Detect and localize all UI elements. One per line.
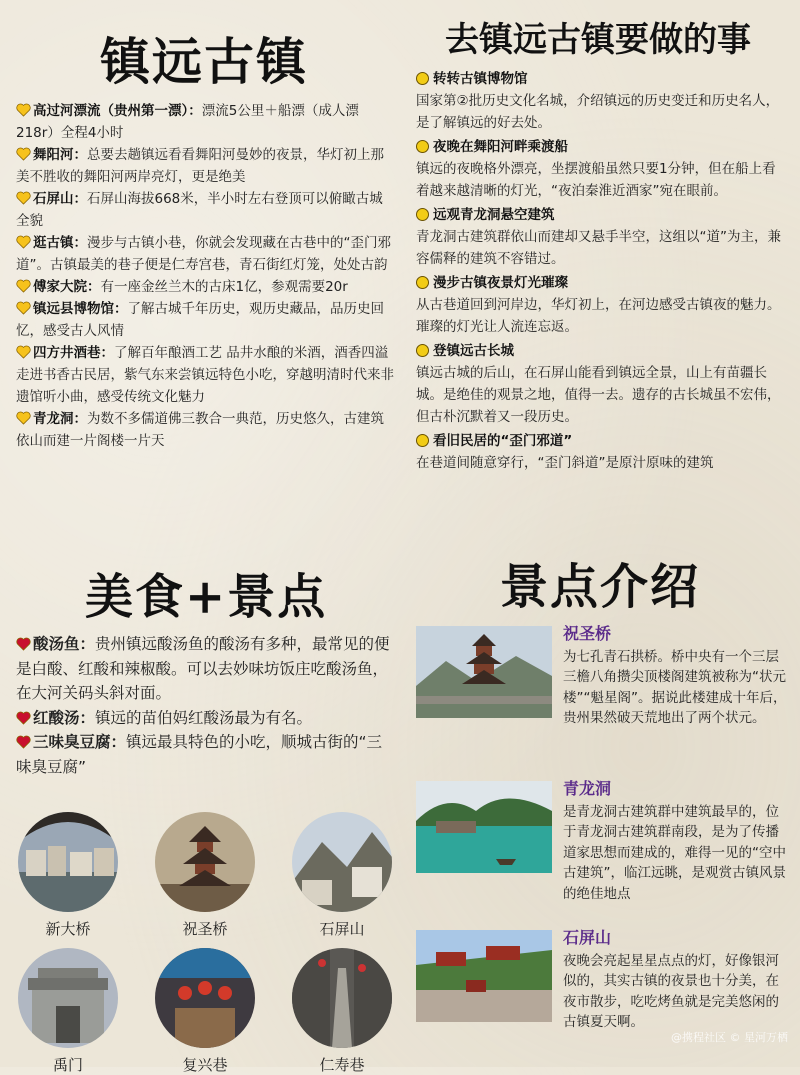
heart-icon xyxy=(16,191,31,205)
attraction-desc: 为数不多儒道佛三教合一典范，历史悠久，古建筑依山而建一片阁楼一片天 xyxy=(16,411,384,449)
food-item xyxy=(16,730,396,779)
spot-desc: 夜晚会亮起星星点点的灯，好像银河似的，其实古镇的夜景也十分美，在夜市散步，吃吃烤鱼就是完美悠闲的古镇夏天啊。 xyxy=(563,952,779,1030)
photo-image xyxy=(155,812,255,912)
attraction-desc: 了解古城千年历史，观历史藏品，品历史回忆，感受古人风情 xyxy=(16,301,384,339)
photo-alley xyxy=(287,948,397,1075)
attraction-name: 四方井酒巷： xyxy=(33,345,114,361)
photo-image xyxy=(18,812,118,912)
todo-list xyxy=(416,68,788,476)
photo-lantern xyxy=(150,948,260,1075)
spot-photo xyxy=(416,930,552,1022)
food-name: 红酸汤： xyxy=(33,708,96,727)
photo-image xyxy=(155,948,255,1048)
photo-label: 新大桥 xyxy=(45,920,91,938)
todo-heading xyxy=(416,340,788,362)
bullet-icon xyxy=(416,344,429,357)
attraction-item xyxy=(16,144,394,188)
spot-name: 青龙洞 xyxy=(563,779,612,798)
heart-icon xyxy=(16,711,31,725)
spot-card xyxy=(563,779,791,904)
todo-heading-text: 登镇远古长城 xyxy=(433,343,514,359)
spot-photo xyxy=(416,626,552,718)
heart-icon xyxy=(16,103,31,117)
photo-gate xyxy=(13,948,123,1075)
attraction-name: 高过河漂流（贵州第一漂）： xyxy=(33,103,202,119)
bullet-icon xyxy=(416,208,429,221)
attraction-item xyxy=(16,276,394,298)
attraction-item xyxy=(16,342,394,408)
attraction-desc: 有一座金丝兰木的古床1亿，参观需要20r xyxy=(100,279,348,295)
todo-heading xyxy=(416,68,788,90)
bullet-icon xyxy=(416,72,429,85)
photo-image xyxy=(18,948,118,1048)
todo-heading-text: 漫步古镇夜景灯光璀璨 xyxy=(433,275,568,291)
attraction-name: 逛古镇： xyxy=(33,235,87,251)
heart-icon xyxy=(16,345,31,359)
attraction-name: 石屏山： xyxy=(33,191,87,207)
intro-title: 景点介绍 xyxy=(500,559,701,615)
attraction-item xyxy=(16,408,394,452)
food-desc: 贵州镇远酸汤鱼的酸汤有多种，最常见的便是白酸、红酸和辣椒酸。可以去妙味坊饭庄吃酸汤鱼，在大河关码头斜对面。 xyxy=(16,635,390,702)
attraction-desc: 漫步与古镇小巷，你就会发现藏在古巷中的“歪门邪道”。古镇最美的巷子便是仁寿宫巷，青石街红灯笼，处处古韵 xyxy=(16,235,391,273)
food-desc: 镇远的苗伯妈红酸汤最为有名。 xyxy=(95,708,313,727)
photo-mountain xyxy=(287,812,397,939)
food-list xyxy=(16,632,396,779)
heart-icon xyxy=(16,235,31,249)
photo-label: 禹门 xyxy=(52,1056,83,1074)
bullet-icon xyxy=(416,434,429,447)
spot-photo xyxy=(416,781,552,873)
spot-desc: 是青龙洞古建筑群中建筑最早的，位于青龙洞古建筑群南段，是为了传播道家思想而建成的，难得一见的“空中古建筑”，临江远眺，是观赏古镇风景的绝佳地点 xyxy=(563,803,786,902)
food-desc: 镇远最具特色的小吃，顺城古街的“三味臭豆腐” xyxy=(16,733,383,776)
attraction-name: 傅家大院： xyxy=(33,279,101,295)
attractions-list xyxy=(16,100,394,452)
attraction-name: 舞阳河： xyxy=(33,147,87,163)
photo-bridge xyxy=(13,812,123,939)
food-name: 三味臭豆腐： xyxy=(33,733,127,751)
attraction-name: 青龙洞： xyxy=(33,411,87,427)
attraction-desc: 石屏山海拔668米，半小时左右登顶可以俯瞰古城全貌 xyxy=(16,191,383,229)
todo-desc: 镇远古城的后山，在石屏山能看到镇远全景，山上有苗疆长城。是绝佳的观景之地，值得一去。遗存的古长城虽不宏伟，但古朴沉默着又一段历史。 xyxy=(416,365,781,425)
attraction-item xyxy=(16,298,394,342)
food-item xyxy=(16,632,396,706)
heart-icon xyxy=(16,279,31,293)
main-title: 镇远古镇 xyxy=(100,32,308,91)
photo-label: 祝圣桥 xyxy=(182,920,228,938)
todo-heading-text: 远观青龙洞悬空建筑 xyxy=(433,207,555,223)
todo-desc: 国家第②批历史文化名城，介绍镇远的历史变迁和历史名人，是了解镇远的好去处。 xyxy=(416,93,780,131)
heart-icon xyxy=(16,147,31,161)
attraction-item xyxy=(16,232,394,276)
attraction-desc: 漂流5公里＋船漂（成人漂218r）全程4小时 xyxy=(16,103,359,141)
todo-desc: 镇远的夜晚格外漂亮，坐摆渡船虽然只要1分钟，但在船上看着越来越清晰的灯光，“夜泊秦淮近酒家”宛在眼前。 xyxy=(416,161,776,199)
todo-heading xyxy=(416,272,788,294)
photo-image xyxy=(292,948,392,1048)
attraction-item xyxy=(16,100,394,144)
spot-card xyxy=(563,624,791,729)
bullet-icon xyxy=(416,276,429,289)
todo-desc: 在巷道间随意穿行，“歪门斜道”是原汁原味的建筑 xyxy=(416,455,714,471)
todo-title: 去镇远古镇要做的事 xyxy=(445,20,751,60)
spot-card xyxy=(563,928,791,1033)
food-title: 美食+景点 xyxy=(85,569,328,625)
attraction-desc: 了解百年酿酒工艺 品井水酿的米酒，酒香四溢走进书香古民居，紫气东来尝镇远特色小吃，穿越明清时代来非遗馆听小曲，感受传统文化魅力 xyxy=(16,345,394,405)
todo-heading xyxy=(416,136,788,158)
spot-desc: 为七孔青石拱桥。桥中央有一个三层三檐八角攒尖顶楼阁建筑被称为“状元楼”“魁星阁”。据说此楼建成十年后，贵州果然破天荒地出了两个状元。 xyxy=(563,648,787,726)
spot-name: 祝圣桥 xyxy=(563,624,612,643)
photo-label: 仁寿巷 xyxy=(319,1056,365,1074)
photo-label: 石屏山 xyxy=(319,920,365,938)
todo-desc: 从古巷道回到河岸边，华灯初上，在河边感受古镇夜的魅力。璀璨的灯光让人流连忘返。 xyxy=(416,297,781,335)
todo-heading-text: 看旧民居的“歪门邪道” xyxy=(433,433,573,449)
todo-desc: 青龙洞古建筑群依山而建却又悬手半空，这组以“道”为主，兼容儒释的建筑不容错过。 xyxy=(416,229,781,267)
spot-name: 石屏山 xyxy=(563,928,612,947)
todo-heading-text: 转转古镇博物馆 xyxy=(433,71,528,87)
photo-image xyxy=(292,812,392,912)
attraction-desc: 总要去趟镇远看看舞阳河曼妙的夜景，华灯初上那美不胜收的舞阳河两岸亮灯，更是绝美 xyxy=(16,147,384,185)
attraction-item xyxy=(16,188,394,232)
todo-heading-text: 夜晚在舞阳河畔乘渡船 xyxy=(433,139,568,155)
food-item xyxy=(16,706,396,731)
heart-icon xyxy=(16,411,31,425)
watermark: @携程社区 © 星河万栖 xyxy=(671,1031,788,1044)
photo-label: 复兴巷 xyxy=(182,1056,228,1074)
bullet-icon xyxy=(416,140,429,153)
food-name: 酸汤鱼： xyxy=(33,635,96,653)
heart-icon xyxy=(16,735,31,749)
photo-pagoda xyxy=(150,812,260,939)
todo-heading xyxy=(416,204,788,226)
attraction-name: 镇远县博物馆： xyxy=(33,301,128,317)
todo-heading xyxy=(416,430,788,452)
heart-icon xyxy=(16,637,31,651)
heart-icon xyxy=(16,301,31,315)
